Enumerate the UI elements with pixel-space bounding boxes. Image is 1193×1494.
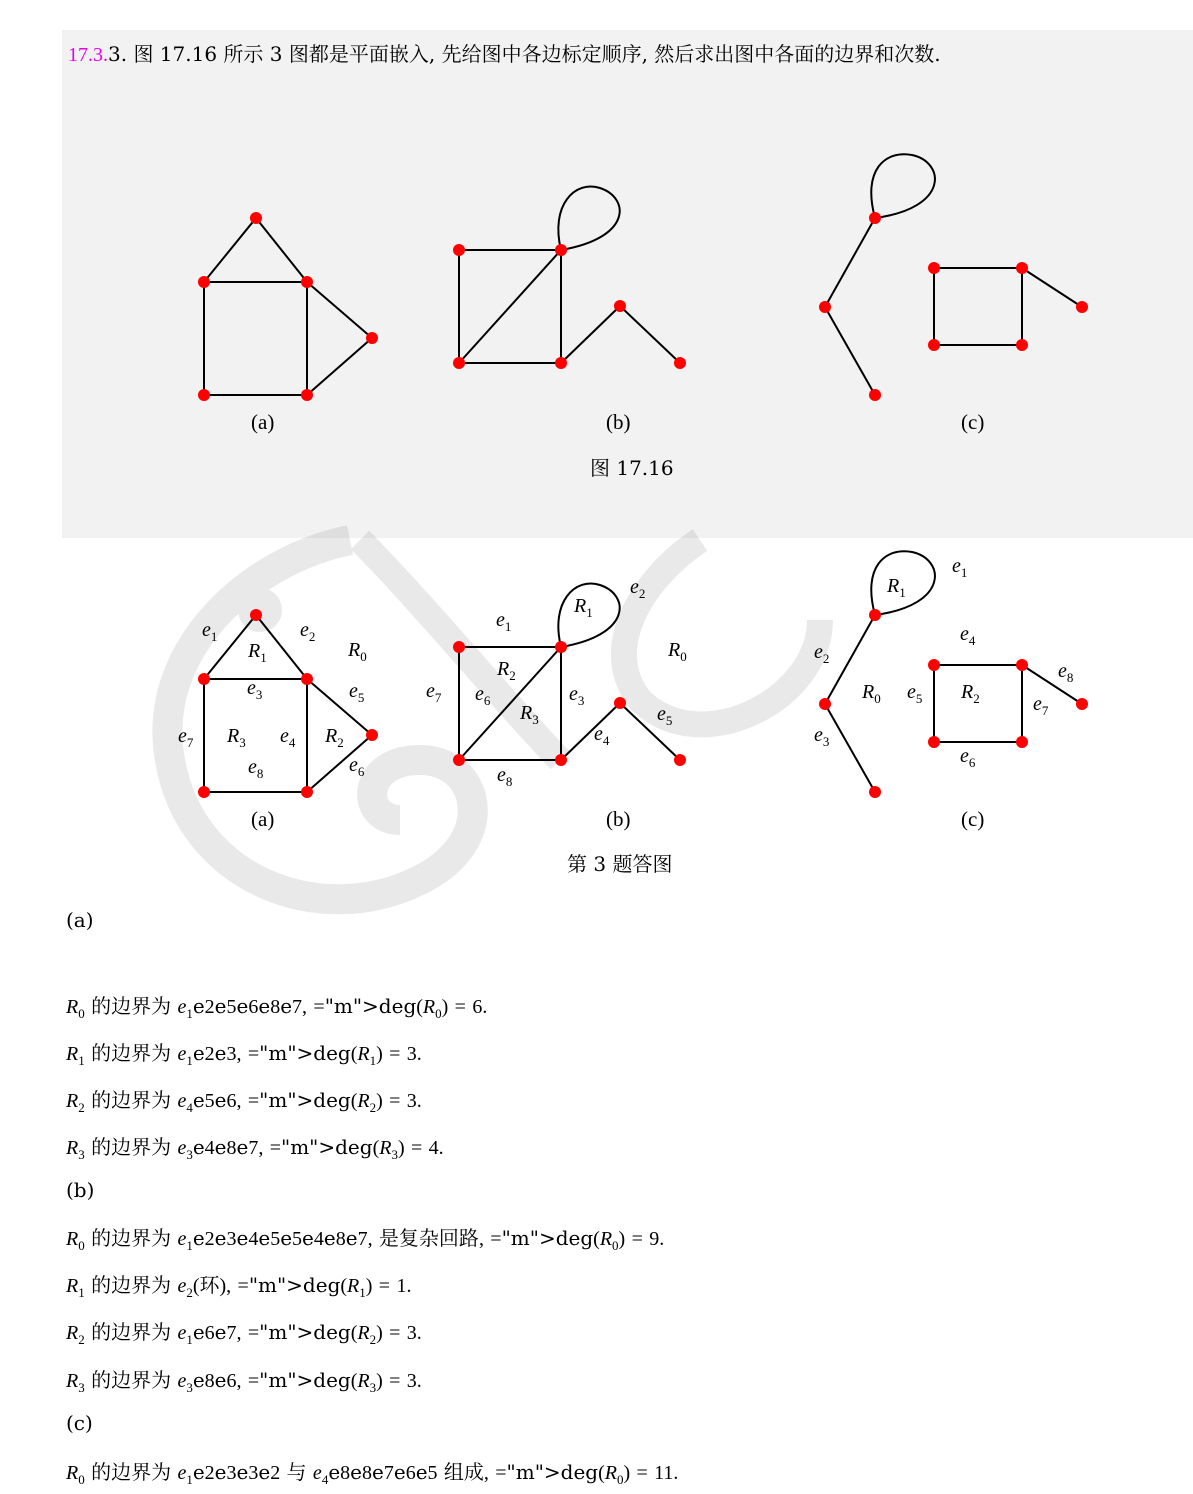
label-b-e3: $e_3$: [569, 683, 585, 708]
label-c-e4: $e_4$: [960, 623, 976, 648]
problem-text: 图 17.16 所示 3 图都是平面嵌入, 先给图中各边标定顺序, 然后求出图中各面的边界和次数.: [127, 42, 941, 66]
answer-subfig-b-label: (b): [606, 807, 631, 831]
label-b-e1: $e_1$: [496, 609, 512, 634]
answer-subfig-c-label: (c): [961, 807, 985, 831]
solution-c-line-1: $R_0$ 的边界为 $e_1e2e3e3e2$ 与 $e_4e8e8e7e6e5$ 组成, $="m">deg(R_0) = 11$.: [66, 1460, 679, 1487]
label-a-R2: $R_2$: [325, 725, 344, 750]
label-a-e8: $e_8$: [248, 756, 264, 781]
label-a-R3: $R_3$: [227, 725, 246, 750]
figure-caption: 图 17.16: [590, 456, 674, 480]
label-a-e1: $e_1$: [202, 619, 218, 644]
label-b-e4: $e_4$: [594, 723, 610, 748]
solution-a-line-1: $R_0$ 的边界为 $e_1e2e5e6e8e7$, $="m">deg(R_0) = 6$.: [66, 994, 488, 1021]
label-c-R1: $R_1$: [887, 575, 906, 600]
solution-b-line-2: $R_1$ 的边界为 $e_2$(环), $="m">deg(R_1) = 1$.: [66, 1273, 412, 1300]
label-c-e2: $e_2$: [814, 641, 830, 666]
label-c-e6: $e_6$: [960, 745, 976, 770]
label-c-R2: $R_2$: [961, 681, 980, 706]
answer-graph-c: [814, 551, 1088, 798]
label-a-e4: $e_4$: [280, 725, 296, 750]
label-b-e6: $e_6$: [475, 683, 491, 708]
label-b-R3: $R_3$: [520, 702, 539, 727]
subfig-a-label: (a): [251, 410, 275, 434]
answer-figure-caption: 第 3 题答图: [567, 852, 673, 876]
label-a-e6: $e_6$: [349, 754, 365, 779]
answer-graph-a: [178, 609, 378, 798]
label-a-R0: $R_0$: [348, 639, 367, 664]
label-a-e2: $e_2$: [300, 619, 316, 644]
label-c-e8: $e_8$: [1058, 660, 1074, 685]
label-c-e3: $e_3$: [814, 724, 830, 749]
solution-b-line-4: $R_3$ 的边界为 $e_3e8e6$, $="m">deg(R_3) = 3$.: [66, 1368, 422, 1395]
subfig-c-label: (c): [961, 410, 985, 434]
part-a-heading: (a): [66, 908, 94, 932]
label-a-e5: $e_5$: [349, 680, 365, 705]
label-b-R2: $R_2$: [497, 658, 516, 683]
solution-a-line-4: $R_3$ 的边界为 $e_3e4e8e7$, $="m">deg(R_3) = 4$.: [66, 1135, 444, 1162]
solution-a-line-3: $R_2$ 的边界为 $e_4e5e6$, $="m">deg(R_2) = 3$.: [66, 1088, 422, 1115]
label-b-e7: $e_7$: [426, 680, 442, 705]
label-a-e3: $e_3$: [247, 677, 263, 702]
label-a-e7: $e_7$: [178, 725, 194, 750]
part-c-heading: (c): [66, 1411, 93, 1435]
label-c-e5: $e_5$: [907, 681, 923, 706]
solution-b-line-1: $R_0$ 的边界为 $e_1e2e3e4e5e5e4e8e7$, 是复杂回路, $="m">deg(R_0) = 9$.: [66, 1226, 665, 1253]
label-c-e1: $e_1$: [952, 555, 968, 580]
answer-graph-b: [426, 576, 687, 789]
label-c-e7: $e_7$: [1033, 693, 1049, 718]
label-a-R1: $R_1$: [248, 640, 267, 665]
label-b-R1: $R_1$: [574, 595, 593, 620]
subfig-b-label: (b): [606, 410, 631, 434]
problem-number: 17.3.: [68, 44, 108, 66]
problem-subnumber: 3.: [108, 42, 128, 66]
part-b-heading: (b): [66, 1178, 95, 1202]
answer-subfig-a-label: (a): [251, 807, 275, 831]
label-c-R0: $R_0$: [862, 681, 881, 706]
label-b-e8: $e_8$: [497, 764, 513, 789]
label-b-e5: $e_5$: [657, 703, 673, 728]
solution-a-line-2: $R_1$ 的边界为 $e_1e2e3$, $="m">deg(R_1) = 3$.: [66, 1041, 422, 1068]
label-b-R0: $R_0$: [668, 639, 687, 664]
solution-b-line-3: $R_2$ 的边界为 $e_1e6e7$, $="m">deg(R_2) = 3$.: [66, 1320, 422, 1347]
label-b-e2: $e_2$: [630, 576, 646, 601]
